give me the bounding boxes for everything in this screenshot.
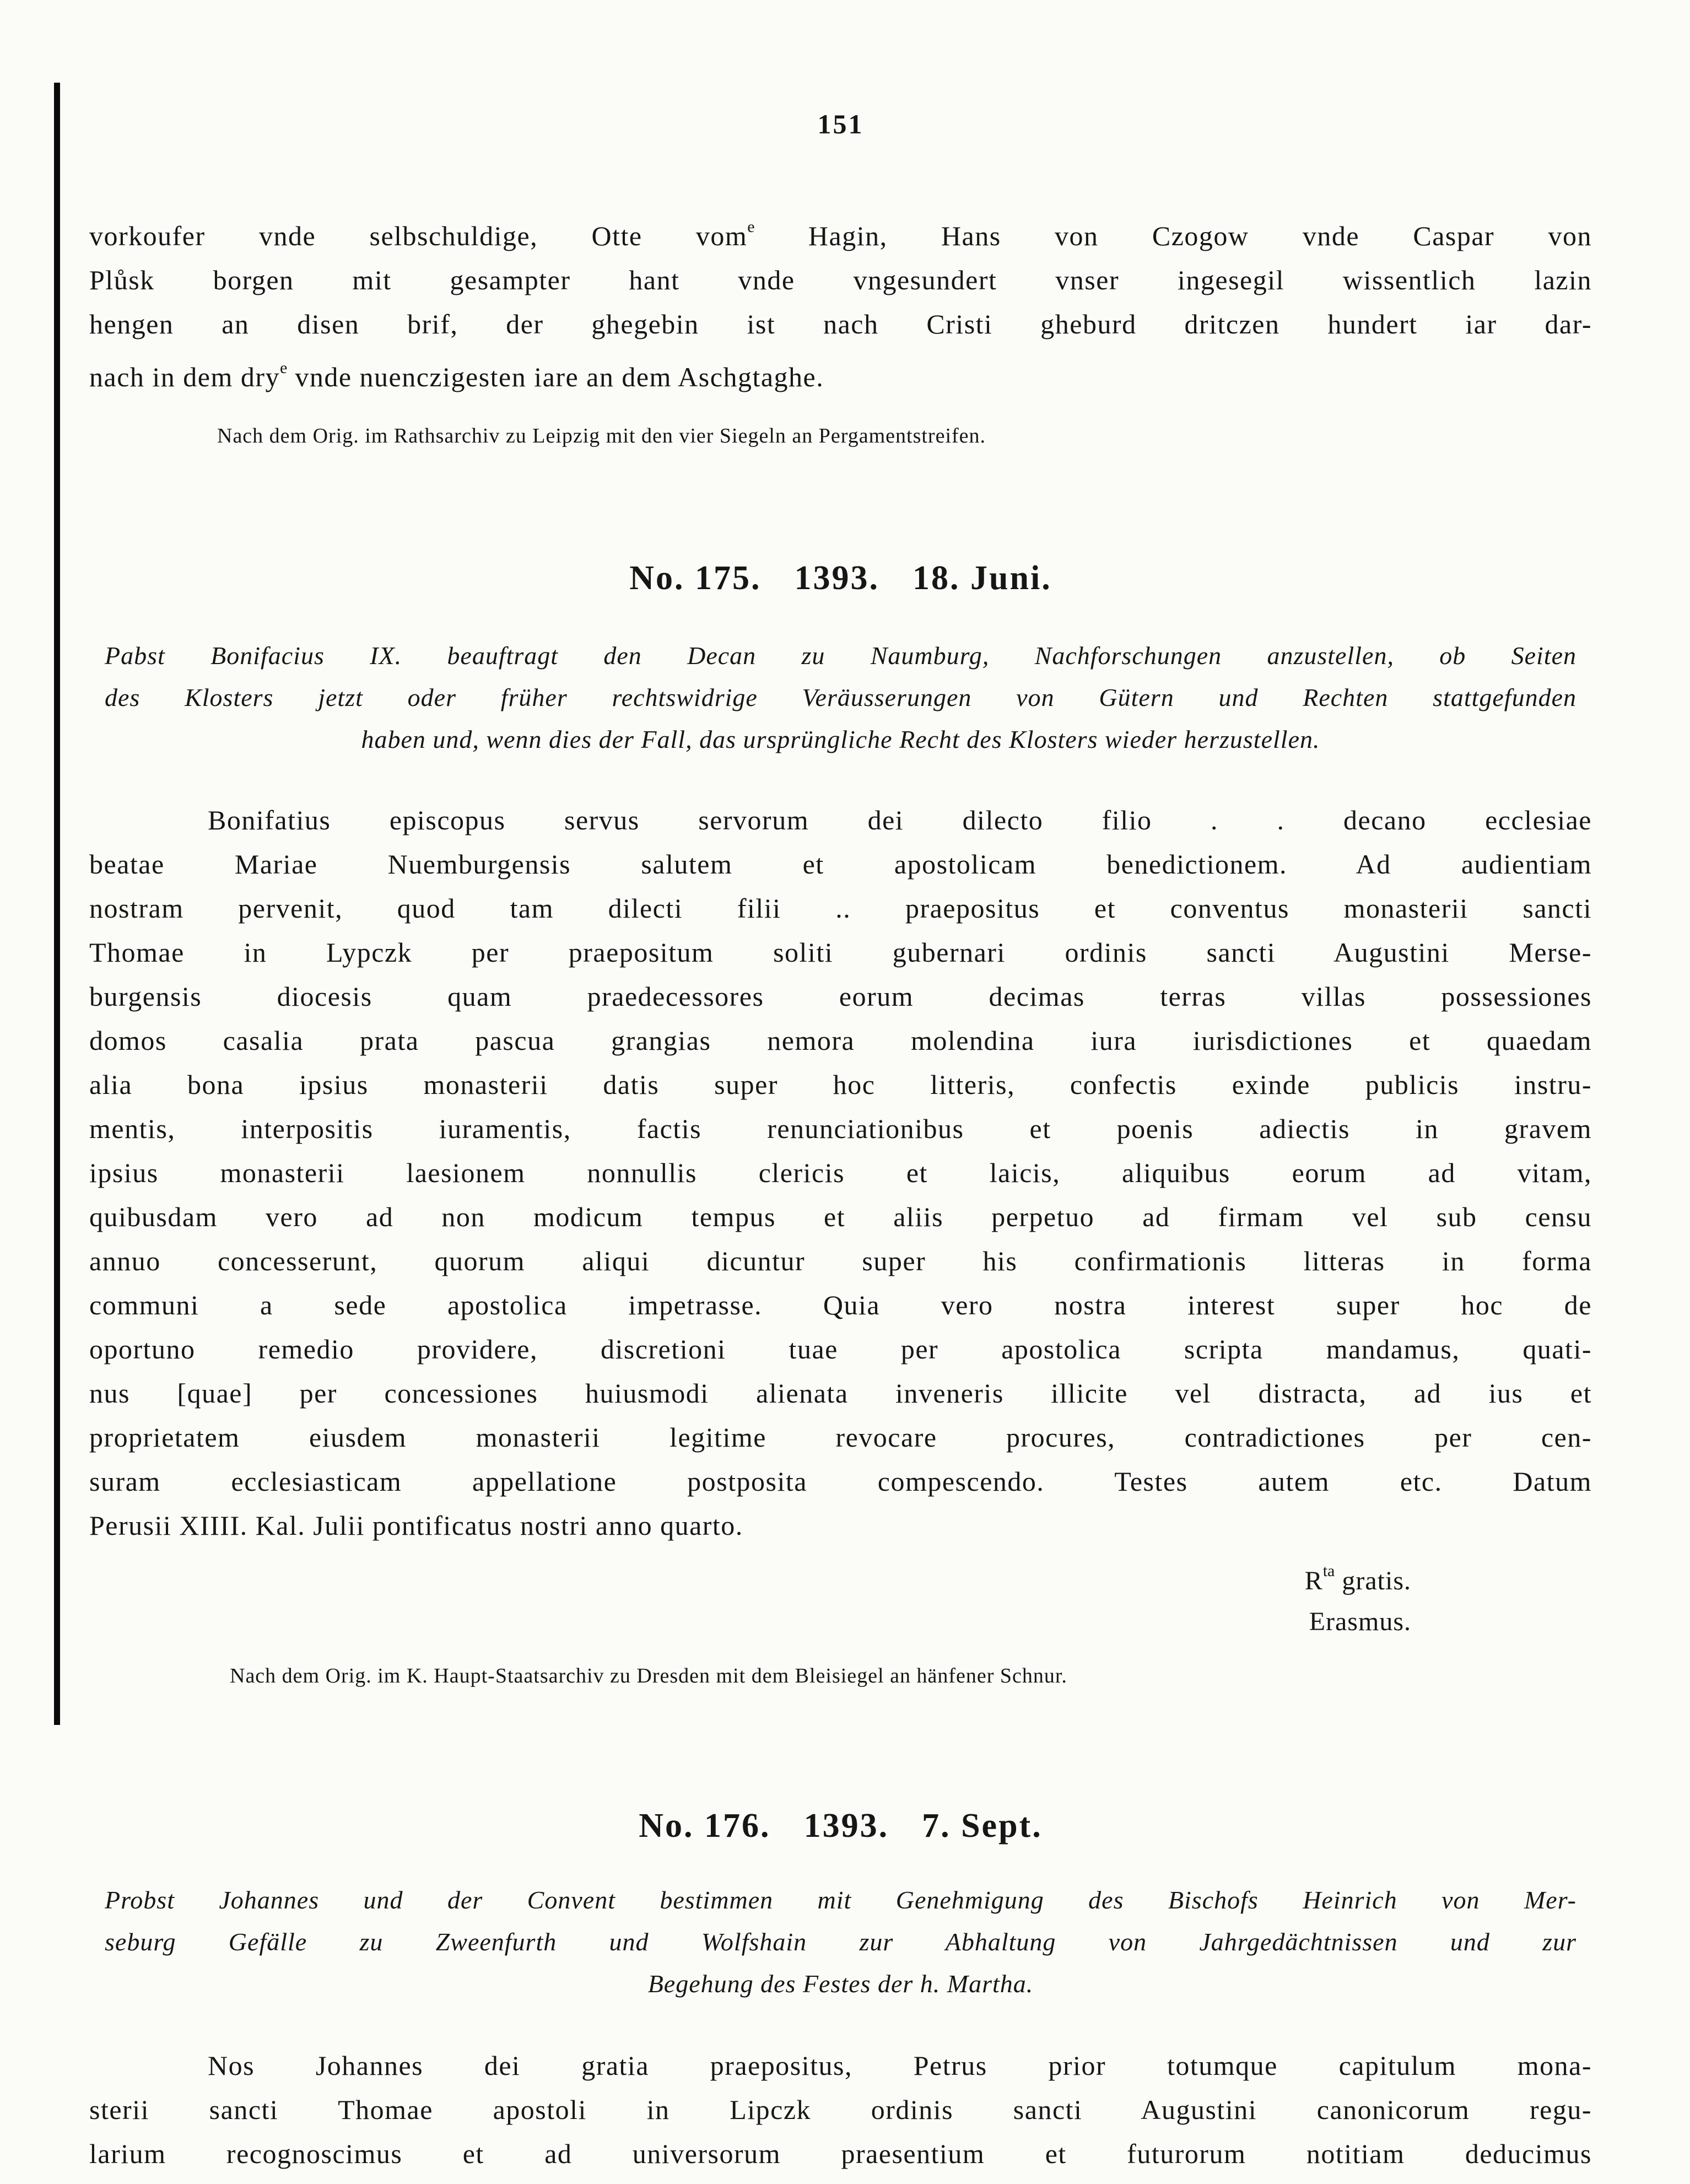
entry-number: No. 176. <box>639 1807 771 1845</box>
text-line: burgensis diocesis quam praedecessores eorum decimas terras villas possessiones <box>89 981 1592 1012</box>
text-line: mentis, interpositis iuramentis, factis renunciationibus et poenis adiectis in gravem <box>89 1113 1592 1144</box>
entry-175-summary <box>89 635 1592 761</box>
summary-line: des Klosters jetzt oder früher rechtswidrige Veräusserungen von Gütern und Rechten stattgefunden <box>105 683 1576 711</box>
summary-line: Begehung des Festes der h. Martha. <box>647 1970 1034 1998</box>
text-segment: Hagin, Hans von Czogow vnde Caspar von <box>754 220 1592 251</box>
text-line: nostram pervenit, quod tam dilecti filii .. praepositus et conventus monasterii sancti <box>89 893 1592 924</box>
entry-year: 1393. <box>803 1807 889 1845</box>
entry-date: 18. Juni. <box>913 559 1052 597</box>
text-line: Perusii XIIII. Kal. Julii pontificatus nostri anno quarto. <box>89 1510 743 1541</box>
summary-line: Pabst Bonifacius IX. beauftragt den Decan zu Naumburg, Nachforschungen anzustellen, ob Seiten <box>105 641 1576 670</box>
text-line: Bonifatius episcopus servus servorum dei dilecto filio . . decano ecclesiae <box>208 805 1592 835</box>
text-line: alia bona ipsius monasterii datis super hoc litteris, confectis exinde publicis instru- <box>89 1069 1592 1100</box>
text-line: oportuno remedio providere, discretioni tuae per apostolica scripta mandamus, quati- <box>89 1334 1592 1365</box>
signer-name: Erasmus. <box>1309 1607 1411 1636</box>
entry-176-heading <box>89 1806 1592 1845</box>
entry-date: 7. Sept. <box>922 1807 1043 1845</box>
text-line <box>89 346 1592 399</box>
text-line: proprietatem eiusdem monasterii legitime revocare procures, contradictiones per cen- <box>89 1422 1592 1453</box>
source-note: Nach dem Orig. im K. Haupt-Staatsarchiv zu Dresden mit dem Bleisiegel an hänfener Schnur. <box>230 1664 1067 1687</box>
text-segment: gratis. <box>1335 1566 1411 1595</box>
superscript-e: e <box>747 218 755 236</box>
summary-line: haben und, wenn dies der Fall, das ursprüngliche Recht des Klosters wieder herzustellen. <box>361 725 1320 753</box>
text-line <box>89 205 1592 258</box>
entry-176-body <box>89 2043 1592 2176</box>
text-line: Plůsk borgen mit gesampter hant vnde vngesundert vnser ingesegil wissentlich lazin <box>89 265 1592 295</box>
text-line: hengen an disen brif, der ghegebin ist nach Cristi gheburd dritczen hundert iar dar- <box>89 309 1592 339</box>
text-line: annuo concesserunt, quorum aliqui dicuntur super his confirmationis litteras in forma <box>89 1245 1592 1276</box>
text-line: larium recognoscimus et ad universorum praesentium et futurorum notitiam deducimus <box>89 2138 1592 2169</box>
entry-year: 1393. <box>794 559 880 597</box>
text-line: sterii sancti Thomae apostoli in Lipczk ordinis sancti Augustini canonicorum regu- <box>89 2094 1592 2125</box>
superscript-ta: ta <box>1322 1562 1335 1580</box>
text-line: suram ecclesiasticam appellatione postposita compescendo. Testes autem etc. Datum <box>89 1466 1592 1497</box>
text-line: quibusdam vero ad non modicum tempus et aliis perpetuo ad firmam vel sub censu <box>89 1201 1592 1232</box>
entry-number: No. 175. <box>629 559 762 597</box>
source-note: Nach dem Orig. im Rathsarchiv zu Leipzig mit den vier Siegeln an Pergamentstreifen. <box>217 424 986 447</box>
text-line: Nos Johannes dei gratia praepositus, Petrus prior totumque capitulum mona- <box>208 2050 1592 2081</box>
registration-note <box>89 1551 1411 1601</box>
text-line: Thomae in Lypczk per praepositum soliti gubernari ordinis sancti Augustini Merse- <box>89 937 1592 968</box>
entry-175-heading <box>89 559 1592 597</box>
text-line: nus [quae] per concessiones huiusmodi alienata inveneris illicite vel distracta, ad ius et <box>89 1378 1592 1409</box>
page-number: 151 <box>817 109 864 139</box>
text-line: ipsius monasterii laesionem nonnullis clericis et laicis, aliquibus eorum ad vitam, <box>89 1157 1592 1188</box>
summary-line: seburg Gefälle zu Zweenfurth und Wolfshain zur Abhaltung von Jahrgedächtnissen und zur <box>105 1928 1576 1956</box>
text-segment: nach in dem dry <box>89 362 280 392</box>
continuation-paragraph <box>89 205 1592 399</box>
text-segment: vnde nuenczigesten iare an dem Aschgtaghe. <box>287 362 824 392</box>
summary-line: Probst Johannes und der Convent bestimmen mit Genehmigung des Bischofs Heinrich von Mer- <box>105 1886 1576 1914</box>
text-segment: R <box>1304 1566 1323 1595</box>
text-segment: vorkoufer vnde selbschuldige, Otte vom <box>89 220 748 251</box>
text-line: communi a sede apostolica impetrasse. Quia vero nostra interest super hoc de <box>89 1290 1592 1320</box>
text-line: domos casalia prata pascua grangias nemora molendina iura iurisdictiones et quaedam <box>89 1025 1592 1056</box>
entry-175-body <box>89 798 1592 1547</box>
chancery-signature <box>89 1551 1592 1642</box>
entry-176-summary <box>89 1879 1592 2005</box>
text-line: beatae Mariae Nuemburgensis salutem et apostolicam benedictionem. Ad audientiam <box>89 849 1592 880</box>
superscript-e: e <box>280 359 288 377</box>
